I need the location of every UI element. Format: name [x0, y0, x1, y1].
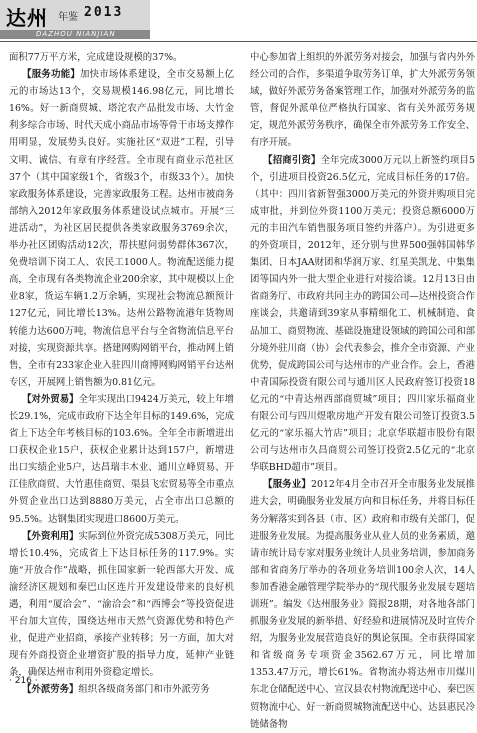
- section-tag: 【服务业】: [263, 479, 312, 491]
- paragraph-text: 组织各级商务部门和市外派劳务: [78, 684, 210, 696]
- header-rule: [0, 41, 477, 42]
- paragraph-investment-attraction: [250, 152, 475, 477]
- paragraph-text: 2012年4月全市召开全市服务业发展推进大会，明确服务业发展方向和目标任务，并将目标任务分解落实到各县（市、区）政府和市级有关部门，促进服务业发展。为提高服务业从业人员的业务素质，邀请市统计局专家对服务业统计人员业务培训，参加商务部和省商务厅举办的各项业务培训100余人次，14人参加香港金融管理学院举办的“现代服务业发展专题培训班”。编发《达州服务业》简报28期，对各地各部门抓服务业发展的新举措、好经验和进展情况及时宣传介绍，为服务业发展营造良好的舆论氛围。全市获得国家和省级商务专项资金3562.67万元，同比增加1353.47万元，增长61%。省物流办将达州市川煤川东北仓储配送中心、宣汉县农村物流配送中心、秦巴医贸物流中心、好一新商贸城物流配送中心、达县惠民冷链储备物: [250, 479, 476, 730]
- section-tag: 【外资利用】: [22, 530, 79, 542]
- section-tag: 【服务功能】: [22, 69, 80, 81]
- paragraph-labor-export: [9, 681, 234, 698]
- paragraph-service-functions: [9, 66, 234, 391]
- paragraph-service-industry: [250, 476, 475, 732]
- yearbook-title: 达州: [6, 6, 48, 30]
- paragraph: 中心参加省上组织的外派劳务对接会，加强与省内外外经公司的合作，多渠道争取劳务订单，扩大外派劳务领域，做好外派劳务备案管理工作，加强对外派劳务的监管，督促外派单位严格执行国家、省有关外派劳务规定，规范外派劳务秩序，确保全市外派劳务工作安全、有序开展。: [250, 52, 476, 149]
- yearbook-title-suffix: 年鉴: [58, 12, 78, 23]
- section-tag: 【外派劳务】: [22, 684, 79, 696]
- paragraph-text: 全年完成3000万元以上新签约项目5个，引进项目投资26.5亿元，完成目标任务的17倍。（其中：四川省新智强3000万美元的外资并购项目完成审批，并到位外资1100万美元；投资总额6000万元的丰田汽车销售服务项目签约并落户）。为引进更多的外资项目，2012年，还分别与世界500强韩国韩华集团、日本JAA财团和华润万家、红星美凯龙、中集集团等国内外一批大型企业进行对接洽谈。12月13日由省商务厅、市政府共同主办的跨国公司—达州投资合作座谈会，共邀请到39家从事精细化工、机械制造、食品加工、商贸物流、基础设施建设领域的跨国公司和部分境外驻川商（协）会代表参会，推介全市资源、产业优势，促成跨国公司与达州市的产业合作。会上，香港中青国际投资有限公司与通川区人民政府签订投资18亿元的“中青达州西部商贸城”项目；四川家乐福商业有限公司与四川煜歌房地产开发有限公司签订投资3.5亿元的“家乐福大竹店”项目；北京华联超市股份有限公司与达州市久昌商贸公司签订投资2.5亿元的“北京华联BHD超市”项目。: [250, 154, 476, 474]
- paragraph-text: 实际到位外资完成5308万美元，同比增长10.4%，完成省上下达目标任务的117.9%。实施“开放合作”战略，抓住国家新一轮西部大开发、成渝经济区规划和秦巴山区连片开发建设带来的良好机遇，利用“厦洽会”、“渝洽会”和“西博会”等投资促进平台加大宣传，围绕达州市天然气资源优势和特色产业，促进产业招商，承接产业转移；另一方面，加大对现有外商投资企业增资扩股的指导力度，延伸产业链条，确保达州市利用外资稳定增长。: [9, 530, 235, 679]
- yearbook-subtitle: DAZHOU NIANJIAN: [36, 30, 116, 38]
- right-column: [250, 49, 475, 733]
- paragraph-foreign-trade: [9, 391, 234, 528]
- paragraph: 面积77万平方米，完成建设规模的37%。: [9, 52, 183, 63]
- page-number: · 216 ·: [9, 676, 38, 686]
- left-column: [9, 49, 234, 699]
- paragraph-text: 全年实现出口9424万美元，较上年增长29.1%，完成市政府下达全年目标的149.6%，完成省上下达全年考核目标的103.6%。全年全市新增进出口获权企业15户，获权企业累计达到157户，新增进出口实绩企业5户，达昌瑞丰木业、通川立峰贸易、开江佳欣商贸、大竹惠佳商贸、渠县飞宏贸易等全市重点外贸企业出口达到8880万美元，占全市出口总额的95.5%。达钢集团实现进口8600万美元。: [9, 393, 235, 525]
- yearbook-year: 2013: [84, 5, 124, 20]
- section-tag: 【对外贸易】: [22, 393, 79, 405]
- paragraph-foreign-investment: [9, 528, 234, 682]
- paragraph-text: 加快市场体系建设，全市交易额上亿元的市场达13个，交易规模146.98亿元，同比增长16%。好一新商贸城、塔沱农产品批发市场、大竹金利多综合市场、时代天成小商品市场等骨干市场支撑作用明显，发展势头良好。实施社区“双进”工程，引导文明、诚信、有章有序经营。全市现有商业示范社区37个（其中国家级1个，省级3个，市级33个）。加快家政服务体系建设，完善家政服务工程。达州市被商务部纳入2012年家政服务体系建设试点城市。开展“三进活动”，为社区居民提供各类家政服务3769余次，举办社区团购活动12次，帮扶慰问弱势群体367次，免费培训下岗工人、农民工1000人。物流配送能力提高，全市现有各类物流企业200余家，其中规模以上企业8家，货运车辆1.2万余辆，实现社会物流总额预计127亿元，同比增长13%。达州公路物流港年货物周转能力达600万吨，物流信息平台与全省物流信息平台对接，实现资源共享。搭建网购网销平台，推动网上销售，全市有233家企业入驻四川商博网购网销平台达州专区，开展网上销售额为0.81亿元。: [9, 69, 235, 388]
- section-tag: 【招商引资】: [263, 154, 321, 166]
- page-header: [0, 0, 477, 44]
